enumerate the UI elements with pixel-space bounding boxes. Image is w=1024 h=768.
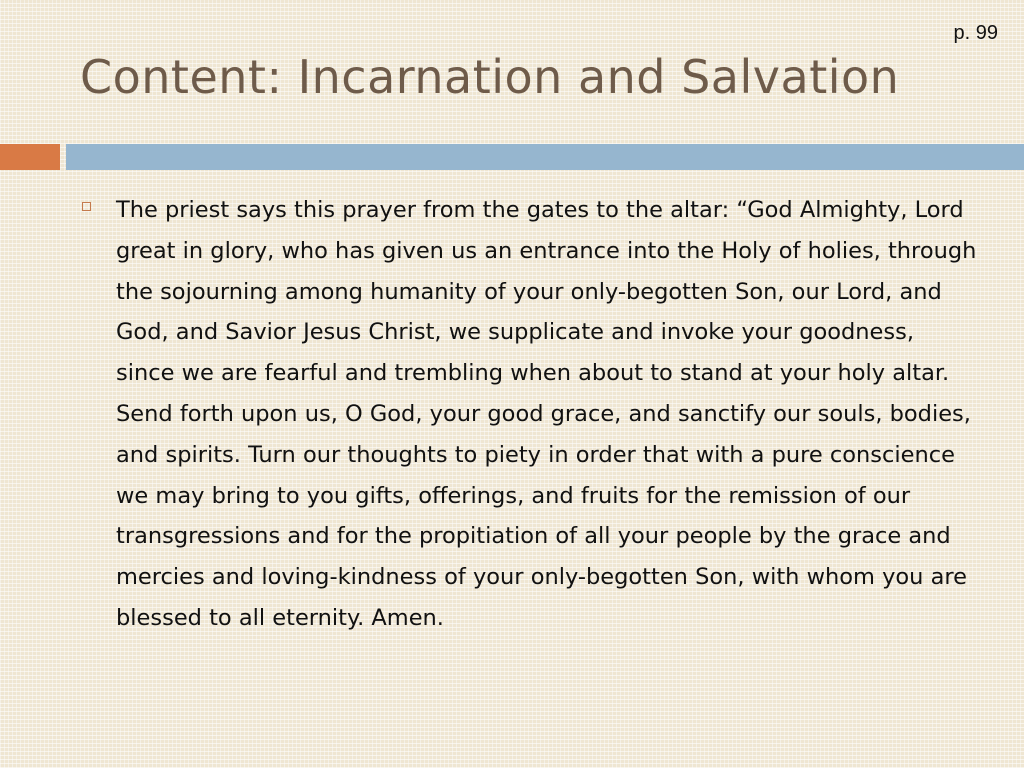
bullet-item [78,190,978,639]
accent-bar-blue [66,144,1024,170]
bullet-text: The priest says this prayer from the gates to the altar: “God Almighty, Lord great in glory, who has given us an entrance into the Holy of holies, through the sojourning among humanity of your only-begotten Son, our Lord, and God, and Savior Jesus Christ, we supplicate and invoke your goodness, since we are fearful and trembling when about to stand at your holy altar. Send forth upon us, O God, your good grace, and sanctify our souls, bodies, and spirits. Turn our thoughts to piety in order that with a pure conscience we may bring to you gifts, offerings, and fruits for the remission of our transgressions and for the propitiation of all your people by the grace and mercies and loving-kindness of your only-begotten Son, with whom you are blessed to all eternity. Amen. [116,197,977,631]
page-number: p. 99 [953,22,998,44]
accent-bar-orange [0,144,60,170]
slide-title: Content: Incarnation and Salvation [80,50,900,104]
hollow-square-bullet-icon [82,202,91,211]
